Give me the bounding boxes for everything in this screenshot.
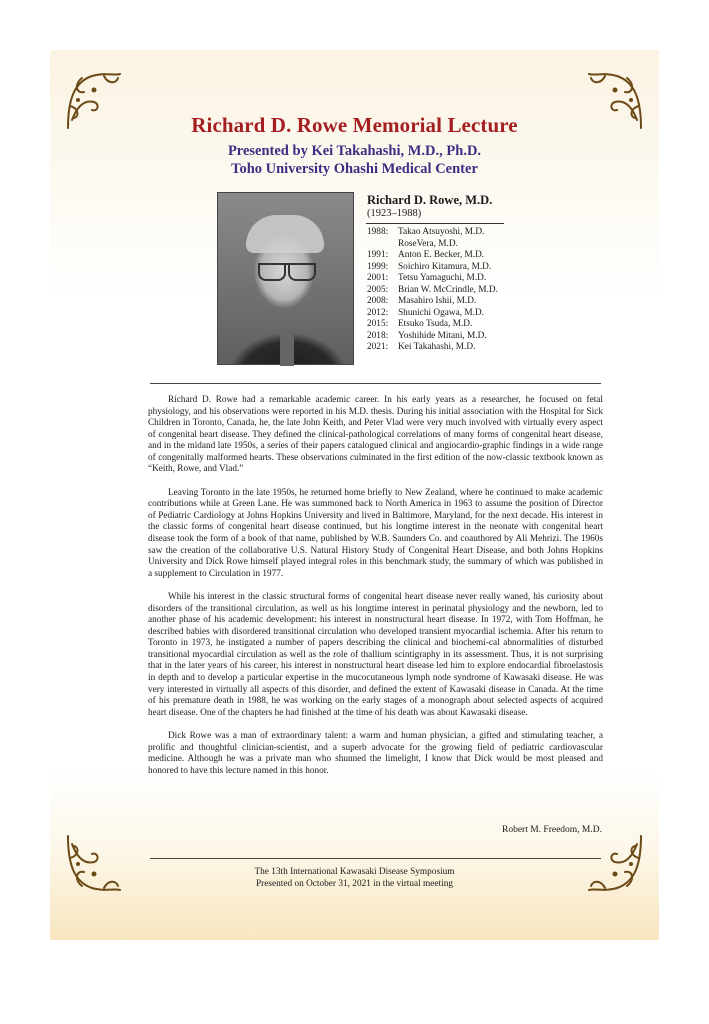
section-divider-top [150,383,601,384]
body-paragraph: Dick Rowe was a man of extraordinary talent: a warm and human physician, a gifted and stimulating teacher, a prolific and thoughtful clinician-scientist, and a superb advocate for the growing field of pediatric cardiovascular medicine. Although he was a private man who shunned the limelight, I know that Dick would be most pleased and honored to have this lecture named in this honor. [148,731,603,776]
lecturer-name: Shunichi Ogawa, M.D. [398,307,484,318]
body-paragraph: Richard D. Rowe had a remarkable academic career. In his early years as a researcher, he focused on fetal physiology, and his observations were reported in his M.D. thesis. During his initial association with the Hospital for Sick Children in Toronto, Canada, he, the late John Keith, and Peter Vlad were very much involved with virtually every aspect of congenital heart disease. They defined the clinical-pathological correlations of many forms of congenital heart disease, and in the midand late 1950s, a series of their papers catalogued clinical and angiocardio-graphic findings in a wide range of congenitally malformed hearts. These observations culminated in the first edition of the now-classic textbook known as “Keith, Rowe, and Vlad.” [148,395,603,475]
portrait-photo [217,192,354,365]
portrait-tie [280,331,294,366]
lecturer-list [367,227,498,354]
lecturer-name: RoseVera, M.D. [398,238,458,249]
lecturer-year: 2012: [367,307,389,318]
lecturer-name: Etsuko Tsuda, M.D. [398,319,473,330]
lecturer-row [367,285,498,297]
lecturer-row [367,239,498,251]
bio-divider [366,223,504,224]
portrait-hair [246,215,324,253]
lecturer-year: 2001: [367,273,389,284]
footer-symposium: The 13th International Kawasaki Disease Symposium [254,867,455,877]
lecturer-name: Brian W. McCrindle, M.D. [398,284,498,295]
lecturer-year: 2018: [367,330,389,341]
lecturer-year: 1988: [367,227,389,237]
lecturer-row [367,273,498,285]
lecturer-name: Yoshihide Mitani, M.D. [398,330,487,341]
body-paragraph: Leaving Toronto in the late 1950s, he returned home briefly to New Zealand, where he continued to make academic contributions while at Green Lane. He was summoned back to North America in 1963 to assume the position of Director of Pediatric Cardiology at Johns Hopkins University and lived in Baltimore, Maryland, for the next decade. His interest in the classic forms of congenital heart disease continued, but his longtime interest in the neonate with congenital heart disease took the form of a book of that name, published by W.B. Saunders Co. and coauthored by Ali Mehrizi. The 1960s saw the creation of the collaborative U.S. Natural History Study of Congenital Heart Disease, and both Johns Hopkins University and Dick Rowe himself played integral roles in this benchmark study, the summary of which was published in a supplement to Circulation in 1977. [148,487,603,579]
lecturer-row [367,342,498,354]
lecturer-year: 2008: [367,296,389,307]
lecturer-year: 2021: [367,342,389,353]
lecturer-year: 2015: [367,319,389,330]
lecturer-name: Takao Atsuyoshi, M.D. [398,227,485,237]
institution-line: Toho University Ohashi Medical Center [231,161,478,177]
presenter-line: Presented by Kei Takahashi, M.D., Ph.D. [227,143,482,159]
lecturer-row [367,296,498,308]
lecturer-row [367,227,498,239]
lecturer-row [367,250,498,262]
lecturer-name: Masahiro Ishii, M.D. [398,296,477,307]
lecturer-row [367,308,498,320]
lecturer-row [367,319,498,331]
bio-years: (1923–1988) [367,208,422,219]
article-body [148,395,603,789]
portrait-glasses [258,263,316,279]
bio-name: Richard D. Rowe, M.D. [367,193,493,207]
body-paragraph: While his interest in the classic structural forms of congenital heart disease never really waned, his curiosity about disorders of the transitional circulation, as well as his longtime interest in perinatal physiology and the newborn, led to another phase of his academic development: his interest in nonstructural heart disease. In 1972, with Tom Hoffman, he described babies with disordered transitional circulation who developed transient myocardial ischemia. After his return to Toronto in 1973, he instigated a number of papers describing the clinical and biochemi-cal abnormalities of disturbed transitional myocardial circulation as well as the role of thallium scintigraphy in its assessment. Thus, it is not surprising that in the later years of his career, his interest in nonstructural heart disease led him to explore endocardial fibroelastosis in depth and to develop a particular expertise in the mucocutaneous lymph node syndrome of Kawasaki disease. He was very interested in virtually all aspects of this disorder, and defined the extent of Kawasaki disease in Canada. At the time of his premature death in 1988, he was working on the early stages of a monograph about selected aspects of acquired heart disease. One of the chapters he had finished at the time of his death was about Kawasaki disease. [148,592,603,718]
page-title: Richard D. Rowe Memorial Lecture [191,113,518,137]
author-signature: Robert M. Freedom, M.D. [501,825,602,835]
footer-date: Presented on October 31, 2021 in the virtual meeting [256,879,453,889]
lecturer-year [367,239,398,251]
section-divider-bottom [150,858,601,859]
lecturer-name: Kei Takahashi, M.D. [398,342,476,353]
lecturer-name: Tetsu Yamaguchi, M.D. [398,273,487,284]
lecturer-row [367,262,498,274]
lecturer-year: 1991: [367,250,389,261]
lecturer-year: 2005: [367,284,389,295]
lecturer-row [367,331,498,343]
lecturer-name: Soichiro Kitamura, M.D. [398,261,492,272]
lecturer-year: 1999: [367,261,389,272]
lecturer-name: Anton E. Becker, M.D. [398,250,485,261]
